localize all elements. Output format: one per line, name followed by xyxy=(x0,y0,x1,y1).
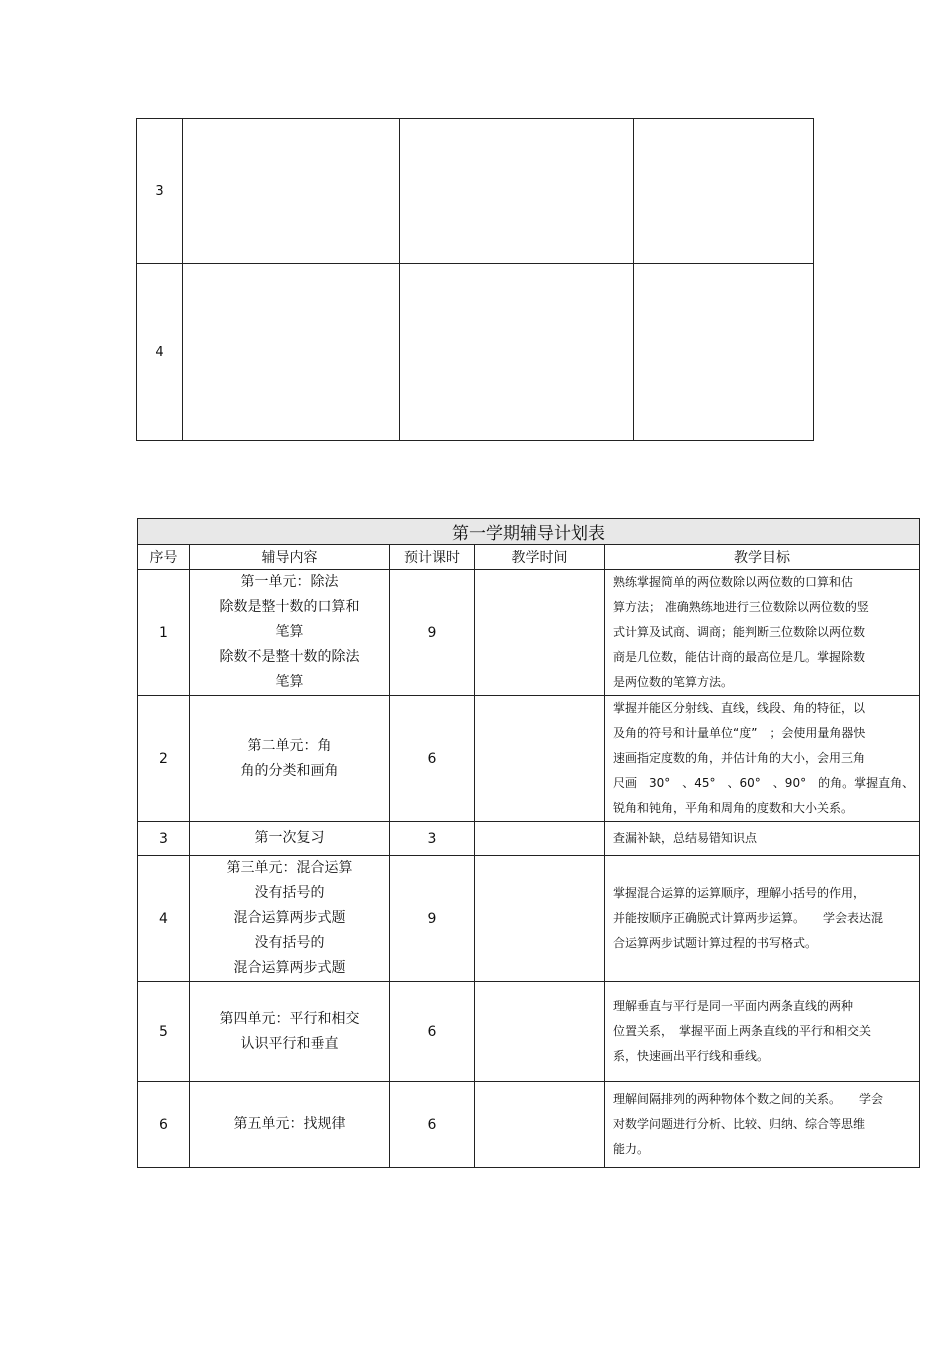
content-line: 角的分类和画角 xyxy=(240,762,339,779)
content-line: 第四单元：平行和相交 xyxy=(219,1010,360,1027)
table-row xyxy=(138,856,920,982)
goal-line: 系，快速画出平行线和垂线。 xyxy=(613,1049,770,1063)
table-title: 第一学期辅导计划表 xyxy=(138,519,920,545)
content-line: 除数是整十数的口算和 xyxy=(219,599,360,615)
table-cell xyxy=(183,119,400,264)
hours-cell: 3 xyxy=(390,822,475,856)
content-line: 混合运算两步式题 xyxy=(233,960,346,976)
content-cell xyxy=(190,696,390,822)
goal-line: 能力。 xyxy=(613,1142,650,1156)
content-cell xyxy=(190,570,390,696)
hours-cell: 6 xyxy=(390,1082,475,1168)
goal-line: 并能按顺序正确脱式计算两步运算。 学会表达混 xyxy=(613,911,884,925)
header-row xyxy=(138,545,920,570)
content-line: 没有括号的 xyxy=(254,885,325,901)
goal-line: 及角的符号和计量单位“度” ；会使用量角器快 xyxy=(613,726,866,740)
row-number: 5 xyxy=(138,982,190,1082)
row-number: 4 xyxy=(138,856,190,982)
row-number: 1 xyxy=(138,570,190,696)
table-cell xyxy=(633,119,813,264)
time-cell xyxy=(475,570,605,696)
hours-cell: 9 xyxy=(390,570,475,696)
column-header: 预计课时 xyxy=(390,545,475,570)
goal-line: 商是几位数，能估计商的最高位是几。掌握除数 xyxy=(613,650,866,664)
hours-cell: 9 xyxy=(390,856,475,982)
content-line: 第一单元：除法 xyxy=(240,574,339,590)
column-header: 教学目标 xyxy=(605,545,920,570)
row-number: 2 xyxy=(138,696,190,822)
content-cell xyxy=(190,1082,390,1168)
row-number: 6 xyxy=(138,1082,190,1168)
goal-line: 合运算两步试题计算过程的书写格式。 xyxy=(613,936,818,950)
content-line: 除数不是整十数的除法 xyxy=(219,649,360,665)
column-header: 教学时间 xyxy=(475,545,605,570)
goal-line: 熟练掌握简单的两位数除以两位数的口算和估 xyxy=(613,575,854,589)
goal-line: 尺画 30° 、45° 、60° 、90° 的角。掌握直角、 xyxy=(613,776,915,790)
column-header: 序号 xyxy=(138,545,190,570)
content-line: 第三单元：混合运算 xyxy=(226,860,353,876)
goal-line: 查漏补缺，总结易错知识点 xyxy=(613,831,758,845)
time-cell xyxy=(475,982,605,1082)
goal-line: 掌握并能区分射线、直线，线段、角的特征，以 xyxy=(613,701,866,715)
time-cell xyxy=(475,696,605,822)
goal-line: 对数学问题进行分析、比较、归纳、综合等思维 xyxy=(613,1117,866,1131)
goal-cell xyxy=(605,856,920,982)
time-cell xyxy=(475,1082,605,1168)
tutoring-plan-table xyxy=(137,518,920,1168)
table-row xyxy=(138,822,920,856)
goal-line: 理解间隔排列的两种物体个数之间的关系。 学会 xyxy=(613,1092,884,1106)
table-cell xyxy=(400,119,633,264)
content-cell xyxy=(190,856,390,982)
hours-cell: 6 xyxy=(390,982,475,1082)
continuation-table xyxy=(136,118,814,441)
content-line: 第二单元：角 xyxy=(247,737,332,754)
table-row xyxy=(138,982,920,1082)
table-row xyxy=(137,264,814,441)
content-cell xyxy=(190,822,390,856)
table-cell xyxy=(183,264,400,441)
goal-line: 速画指定度数的角，并估计角的大小，会用三角 xyxy=(613,751,866,765)
goal-cell xyxy=(605,1082,920,1168)
goal-line: 掌握混合运算的运算顺序，理解小括号的作用， xyxy=(613,886,866,900)
goal-cell xyxy=(605,982,920,1082)
row-number: 3 xyxy=(137,119,183,264)
goal-line: 理解垂直与平行是同一平面内两条直线的两种 xyxy=(613,999,854,1013)
goal-line: 锐角和钝角，平角和周角的度数和大小关系。 xyxy=(613,801,854,815)
goal-line: 是两位数的笔算方法。 xyxy=(613,675,734,689)
content-line: 笔算 xyxy=(275,624,304,640)
column-header: 辅导内容 xyxy=(190,545,390,570)
goal-cell xyxy=(605,696,920,822)
table-row xyxy=(138,1082,920,1168)
time-cell xyxy=(475,856,605,982)
goal-line: 位置关系， 掌握平面上两条直线的平行和相交关 xyxy=(613,1024,872,1038)
table-row xyxy=(138,570,920,696)
content-line: 第一次复习 xyxy=(254,830,325,846)
goal-cell xyxy=(605,570,920,696)
content-line: 笔算 xyxy=(275,674,304,690)
content-line: 第五单元：找规律 xyxy=(233,1116,346,1132)
table-cell xyxy=(400,264,633,441)
row-number: 4 xyxy=(137,264,183,441)
goal-line: 式计算及试商、调商；能判断三位数除以两位数 xyxy=(613,625,866,639)
content-line: 没有括号的 xyxy=(254,935,325,951)
table-row xyxy=(138,696,920,822)
content-line: 认识平行和垂直 xyxy=(240,1035,339,1052)
hours-cell: 6 xyxy=(390,696,475,822)
content-line: 混合运算两步式题 xyxy=(233,910,346,926)
goal-cell xyxy=(605,822,920,856)
content-cell xyxy=(190,982,390,1082)
table-cell xyxy=(633,264,813,441)
goal-line: 算方法； 准确熟练地进行三位数除以两位数的竖 xyxy=(613,600,869,614)
table-row xyxy=(137,119,814,264)
row-number: 3 xyxy=(138,822,190,856)
time-cell xyxy=(475,822,605,856)
